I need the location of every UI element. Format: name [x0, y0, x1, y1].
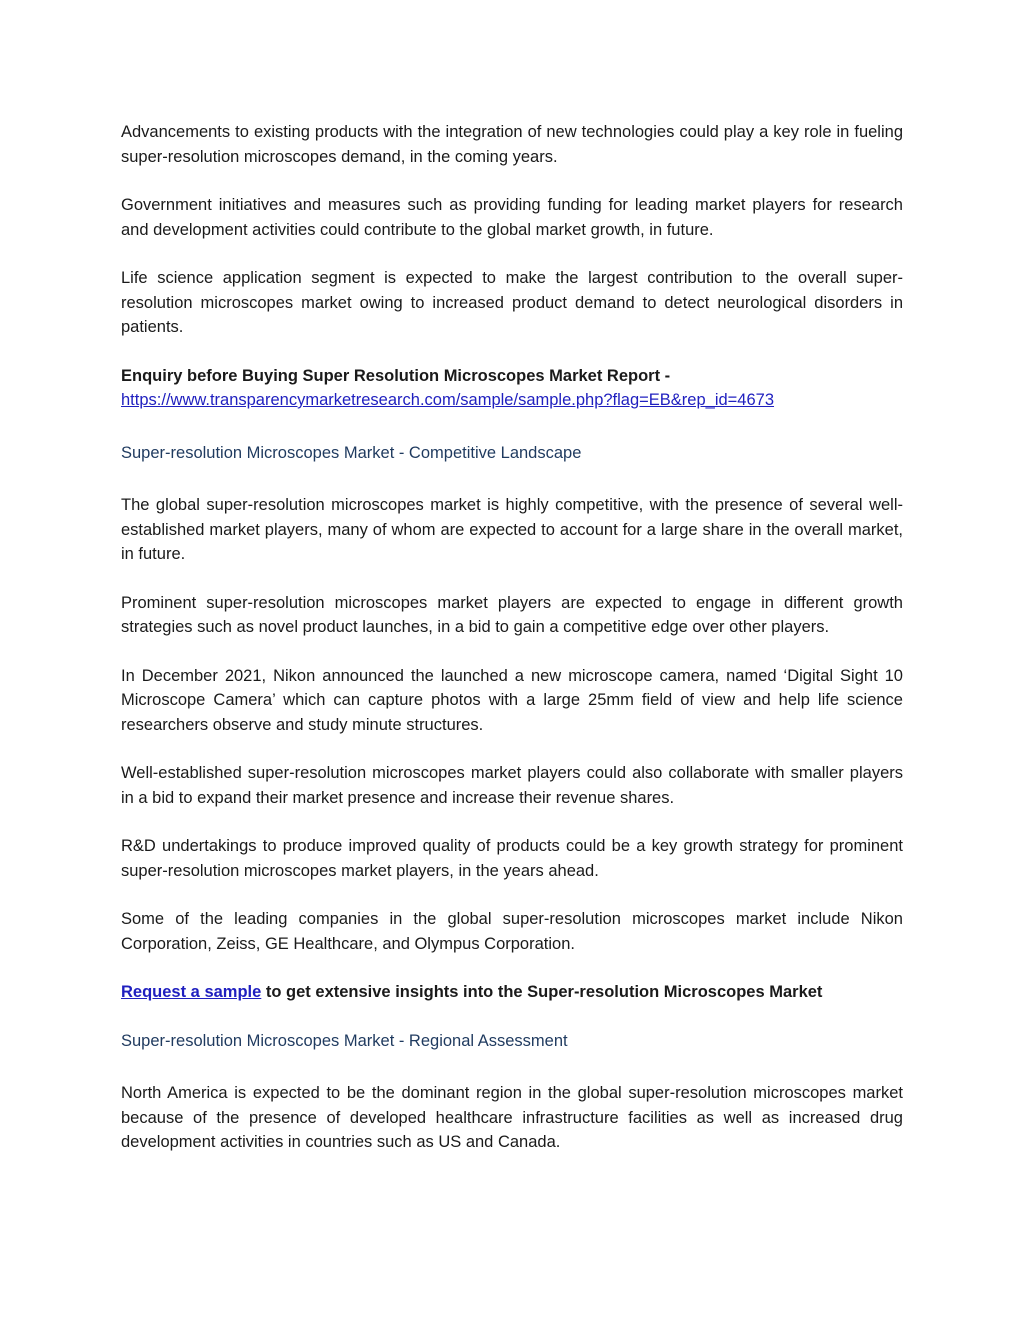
- paragraph-north-america: North America is expected to be the dominant region in the global super-resolution microscopes market because of the presence of developed healthcare infrastructure facilities as well as increased drug development activities in countries such as US and Canada.: [121, 1084, 903, 1151]
- enquiry-block: [121, 364, 903, 413]
- paragraph-government-initiatives: Government initiatives and measures such as providing funding for leading market players for research and development activities could contribute to the global market growth, in future.: [121, 196, 903, 239]
- paragraph-rnd: R&D undertakings to produce improved quality of products could be a key growth strategy for prominent super-resolution microscopes market players, in the years ahead.: [121, 837, 903, 880]
- request-sample-line: [121, 980, 903, 1005]
- paragraph-advancements: Advancements to existing products with the integration of new technologies could play a key role in fueling super-resolution microscopes demand, in the coming years.: [121, 123, 903, 166]
- request-sample-link[interactable]: Request a sample: [121, 983, 262, 1001]
- subheading-regional-assessment: Super-resolution Microscopes Market - Regional Assessment: [121, 1031, 568, 1050]
- enquiry-heading: Enquiry before Buying Super Resolution Microscopes Market Report -: [121, 366, 671, 385]
- paragraph-global-market-competitive: The global super-resolution microscopes market is highly competitive, with the presence of several well-established market players, many of whom are expected to account for a large share in the overall market, in future.: [121, 496, 903, 563]
- subheading-competitive-landscape: Super-resolution Microscopes Market - Competitive Landscape: [121, 443, 582, 462]
- paragraph-prominent-players: Prominent super-resolution microscopes market players are expected to engage in different growth strategies such as novel product launches, in a bid to gain a competitive edge over other players.: [121, 593, 903, 636]
- paragraph-collaboration: Well-established super-resolution microscopes market players could also collaborate with smaller players in a bid to expand their market presence and increase their revenue shares.: [121, 764, 903, 807]
- paragraph-nikon-announcement: In December 2021, Nikon announced the launched a new microscope camera, named ‘Digital Sight 10 Microscope Camera’ which can capture photos with a large 25mm field of view and help life science researchers observe and study minute structures.: [121, 666, 903, 734]
- paragraph-life-science: Life science application segment is expected to make the largest contribution to the overall super-resolution microscopes market owing to increased product demand to detect neurological disorders in patients.: [121, 269, 903, 336]
- document-page: [121, 120, 903, 1155]
- paragraph-leading-companies: Some of the leading companies in the global super-resolution microscopes market include Nikon Corporation, Zeiss, GE Healthcare, and Olympus Corporation.: [121, 910, 903, 953]
- request-sample-text: to get extensive insights into the Super-resolution Microscopes Market: [261, 983, 823, 1001]
- enquiry-link[interactable]: https://www.transparencymarketresearch.com/sample/sample.php?flag=EB&rep_id=4673: [121, 391, 775, 409]
